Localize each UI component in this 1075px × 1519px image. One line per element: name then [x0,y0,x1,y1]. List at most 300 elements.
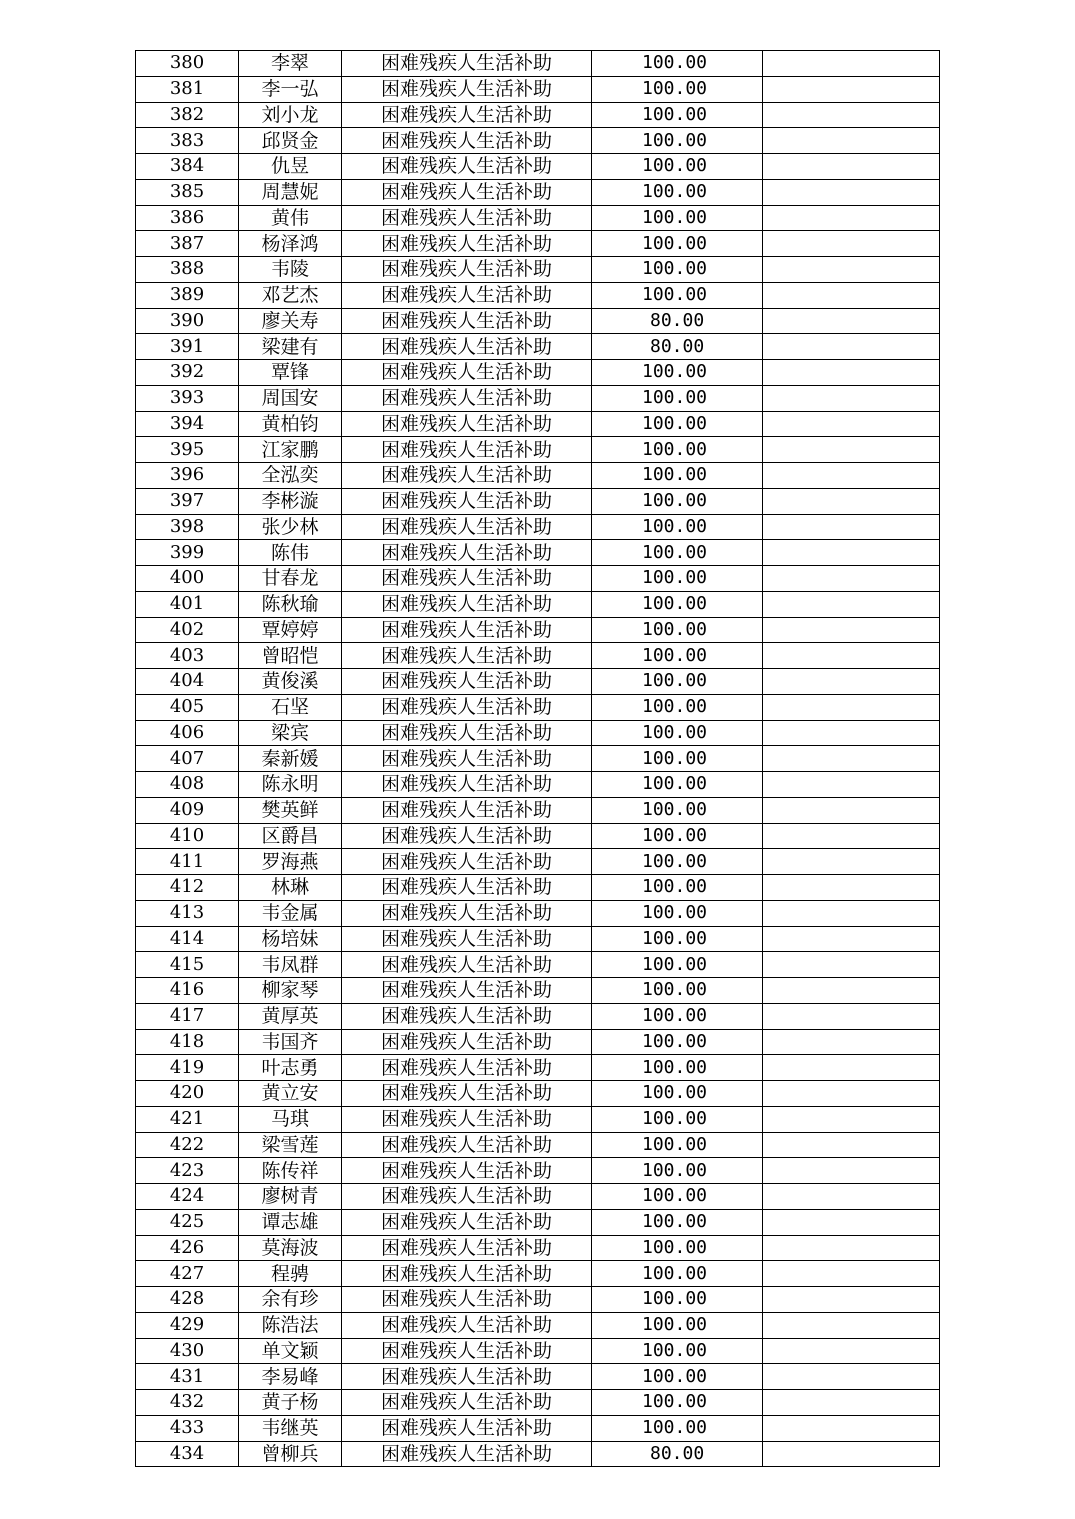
subsidy-type-cell: 困难残疾人生活补助 [342,540,592,566]
remark-cell [763,823,940,849]
table-row [136,102,940,128]
remark-cell [763,1287,940,1313]
recipient-name-cell: 李一弘 [239,76,342,102]
remark-cell [763,154,940,180]
table-row [136,1415,940,1441]
amount-cell: 100.00 [592,978,763,1004]
recipient-name-cell: 陈传祥 [239,1158,342,1184]
remark-cell [763,1029,940,1055]
serial-number-cell: 389 [136,282,239,308]
amount-cell: 100.00 [592,1209,763,1235]
remark-cell [763,463,940,489]
serial-number-cell: 400 [136,566,239,592]
recipient-name-cell: 谭志雄 [239,1209,342,1235]
amount-cell: 100.00 [592,1287,763,1313]
remark-cell [763,1132,940,1158]
amount-cell: 100.00 [592,437,763,463]
table-row [136,1106,940,1132]
amount-cell: 100.00 [592,1312,763,1338]
amount-cell: 100.00 [592,1081,763,1107]
serial-number-cell: 405 [136,694,239,720]
recipient-name-cell: 石坚 [239,694,342,720]
subsidy-type-cell: 困难残疾人生活补助 [342,385,592,411]
amount-cell: 100.00 [592,205,763,231]
table-row [136,154,940,180]
recipient-name-cell: 叶志勇 [239,1055,342,1081]
remark-cell [763,1390,940,1416]
remark-cell [763,514,940,540]
amount-cell: 100.00 [592,1235,763,1261]
amount-cell: 100.00 [592,1132,763,1158]
subsidy-type-cell: 困难残疾人生活补助 [342,488,592,514]
serial-number-cell: 388 [136,257,239,283]
amount-cell: 100.00 [592,1364,763,1390]
serial-number-cell: 417 [136,1003,239,1029]
table-row [136,643,940,669]
table-row [136,257,940,283]
amount-cell: 100.00 [592,617,763,643]
remark-cell [763,205,940,231]
remark-cell [763,1415,940,1441]
amount-cell: 80.00 [592,1441,763,1467]
table-row [136,205,940,231]
table-row [136,1081,940,1107]
subsidy-type-cell: 困难残疾人生活补助 [342,282,592,308]
subsidy-type-cell: 困难残疾人生活补助 [342,926,592,952]
serial-number-cell: 413 [136,900,239,926]
table-row [136,1364,940,1390]
remark-cell [763,231,940,257]
serial-number-cell: 396 [136,463,239,489]
table-row [136,411,940,437]
recipient-name-cell: 黄子杨 [239,1390,342,1416]
serial-number-cell: 380 [136,51,239,77]
remark-cell [763,566,940,592]
serial-number-cell: 385 [136,179,239,205]
table-row [136,540,940,566]
subsidy-roster-table [135,50,940,1467]
remark-cell [763,1261,940,1287]
recipient-name-cell: 覃婷婷 [239,617,342,643]
subsidy-type-cell: 困难残疾人生活补助 [342,720,592,746]
recipient-name-cell: 陈永明 [239,772,342,798]
table-row [136,978,940,1004]
table-row [136,900,940,926]
table-row [136,797,940,823]
recipient-name-cell: 梁雪莲 [239,1132,342,1158]
subsidy-type-cell: 困难残疾人生活补助 [342,669,592,695]
table-row [136,463,940,489]
table-row [136,1390,940,1416]
recipient-name-cell: 梁建有 [239,334,342,360]
subsidy-type-cell: 困难残疾人生活补助 [342,1081,592,1107]
recipient-name-cell: 马琪 [239,1106,342,1132]
remark-cell [763,669,940,695]
serial-number-cell: 432 [136,1390,239,1416]
serial-number-cell: 416 [136,978,239,1004]
recipient-name-cell: 柳家琴 [239,978,342,1004]
subsidy-type-cell: 困难残疾人生活补助 [342,463,592,489]
recipient-name-cell: 余有珍 [239,1287,342,1313]
table-row [136,231,940,257]
amount-cell: 100.00 [592,514,763,540]
remark-cell [763,282,940,308]
recipient-name-cell: 杨泽鸿 [239,231,342,257]
subsidy-type-cell: 困难残疾人生活补助 [342,102,592,128]
serial-number-cell: 390 [136,308,239,334]
table-row [136,566,940,592]
table-row [136,1338,940,1364]
serial-number-cell: 425 [136,1209,239,1235]
subsidy-type-cell: 困难残疾人生活补助 [342,205,592,231]
serial-number-cell: 397 [136,488,239,514]
subsidy-type-cell: 困难残疾人生活补助 [342,1441,592,1467]
table-row [136,1312,940,1338]
amount-cell: 100.00 [592,900,763,926]
subsidy-type-cell: 困难残疾人生活补助 [342,823,592,849]
subsidy-type-cell: 困难残疾人生活补助 [342,1029,592,1055]
recipient-name-cell: 樊英鲜 [239,797,342,823]
remark-cell [763,1081,940,1107]
serial-number-cell: 386 [136,205,239,231]
serial-number-cell: 418 [136,1029,239,1055]
serial-number-cell: 406 [136,720,239,746]
subsidy-type-cell: 困难残疾人生活补助 [342,1287,592,1313]
recipient-name-cell: 邱贤金 [239,128,342,154]
serial-number-cell: 409 [136,797,239,823]
recipient-name-cell: 秦新媛 [239,746,342,772]
amount-cell: 100.00 [592,1390,763,1416]
subsidy-type-cell: 困难残疾人生活补助 [342,1364,592,1390]
recipient-name-cell: 莫海波 [239,1235,342,1261]
table-row [136,1184,940,1210]
subsidy-type-cell: 困难残疾人生活补助 [342,900,592,926]
table-row [136,51,940,77]
remark-cell [763,849,940,875]
table-row [136,1235,940,1261]
recipient-name-cell: 韦继英 [239,1415,342,1441]
serial-number-cell: 410 [136,823,239,849]
remark-cell [763,1209,940,1235]
subsidy-type-cell: 困难残疾人生活补助 [342,746,592,772]
amount-cell: 100.00 [592,1158,763,1184]
table-row [136,823,940,849]
recipient-name-cell: 周国安 [239,385,342,411]
amount-cell: 100.00 [592,952,763,978]
subsidy-type-cell: 困难残疾人生活补助 [342,566,592,592]
amount-cell: 100.00 [592,746,763,772]
remark-cell [763,720,940,746]
table-row [136,617,940,643]
remark-cell [763,1441,940,1467]
serial-number-cell: 433 [136,1415,239,1441]
amount-cell: 100.00 [592,360,763,386]
recipient-name-cell: 周慧妮 [239,179,342,205]
table-row [136,488,940,514]
table-row [136,282,940,308]
remark-cell [763,128,940,154]
subsidy-type-cell: 困难残疾人生活补助 [342,772,592,798]
amount-cell: 100.00 [592,772,763,798]
serial-number-cell: 401 [136,591,239,617]
subsidy-type-cell: 困难残疾人生活补助 [342,617,592,643]
subsidy-type-cell: 困难残疾人生活补助 [342,1106,592,1132]
serial-number-cell: 387 [136,231,239,257]
remark-cell [763,875,940,901]
remark-cell [763,746,940,772]
remark-cell [763,102,940,128]
remark-cell [763,591,940,617]
remark-cell [763,360,940,386]
amount-cell: 100.00 [592,1338,763,1364]
recipient-name-cell: 江家鹏 [239,437,342,463]
serial-number-cell: 402 [136,617,239,643]
recipient-name-cell: 陈浩法 [239,1312,342,1338]
subsidy-type-cell: 困难残疾人生活补助 [342,797,592,823]
subsidy-type-cell: 困难残疾人生活补助 [342,1235,592,1261]
serial-number-cell: 431 [136,1364,239,1390]
amount-cell: 100.00 [592,591,763,617]
recipient-name-cell: 廖树青 [239,1184,342,1210]
subsidy-type-cell: 困难残疾人生活补助 [342,643,592,669]
amount-cell: 100.00 [592,849,763,875]
amount-cell: 100.00 [592,643,763,669]
serial-number-cell: 403 [136,643,239,669]
remark-cell [763,1055,940,1081]
recipient-name-cell: 林琳 [239,875,342,901]
serial-number-cell: 384 [136,154,239,180]
subsidy-type-cell: 困难残疾人生活补助 [342,514,592,540]
recipient-name-cell: 陈伟 [239,540,342,566]
subsidy-type-cell: 困难残疾人生活补助 [342,51,592,77]
recipient-name-cell: 黄柏钧 [239,411,342,437]
table-row [136,952,940,978]
serial-number-cell: 426 [136,1235,239,1261]
subsidy-type-cell: 困难残疾人生活补助 [342,1390,592,1416]
serial-number-cell: 407 [136,746,239,772]
serial-number-cell: 422 [136,1132,239,1158]
amount-cell: 100.00 [592,1415,763,1441]
table-row [136,926,940,952]
recipient-name-cell: 黄俊溪 [239,669,342,695]
serial-number-cell: 423 [136,1158,239,1184]
amount-cell: 100.00 [592,102,763,128]
subsidy-type-cell: 困难残疾人生活补助 [342,1055,592,1081]
table-row [136,1261,940,1287]
subsidy-type-cell: 困难残疾人生活补助 [342,360,592,386]
serial-number-cell: 404 [136,669,239,695]
subsidy-type-cell: 困难残疾人生活补助 [342,849,592,875]
subsidy-type-cell: 困难残疾人生活补助 [342,1003,592,1029]
recipient-name-cell: 仇昱 [239,154,342,180]
serial-number-cell: 391 [136,334,239,360]
table-row [136,1209,940,1235]
remark-cell [763,308,940,334]
remark-cell [763,643,940,669]
table-row [136,591,940,617]
remark-cell [763,978,940,1004]
table-row [136,1132,940,1158]
amount-cell: 100.00 [592,566,763,592]
amount-cell: 100.00 [592,1055,763,1081]
recipient-name-cell: 梁宾 [239,720,342,746]
subsidy-type-cell: 困难残疾人生活补助 [342,1184,592,1210]
subsidy-type-cell: 困难残疾人生活补助 [342,1261,592,1287]
amount-cell: 100.00 [592,282,763,308]
serial-number-cell: 411 [136,849,239,875]
recipient-name-cell: 黄伟 [239,205,342,231]
amount-cell: 100.00 [592,720,763,746]
amount-cell: 100.00 [592,231,763,257]
subsidy-type-cell: 困难残疾人生活补助 [342,179,592,205]
remark-cell [763,411,940,437]
subsidy-type-cell: 困难残疾人生活补助 [342,978,592,1004]
amount-cell: 100.00 [592,1029,763,1055]
table-row [136,334,940,360]
recipient-name-cell: 黄厚英 [239,1003,342,1029]
subsidy-type-cell: 困难残疾人生活补助 [342,1158,592,1184]
remark-cell [763,385,940,411]
remark-cell [763,1235,940,1261]
serial-number-cell: 427 [136,1261,239,1287]
amount-cell: 100.00 [592,463,763,489]
subsidy-type-cell: 困难残疾人生活补助 [342,1209,592,1235]
table-row [136,875,940,901]
amount-cell: 100.00 [592,385,763,411]
remark-cell [763,772,940,798]
table-row [136,360,940,386]
roster-body [136,51,940,1467]
serial-number-cell: 394 [136,411,239,437]
serial-number-cell: 395 [136,437,239,463]
serial-number-cell: 428 [136,1287,239,1313]
recipient-name-cell: 张少林 [239,514,342,540]
remark-cell [763,51,940,77]
recipient-name-cell: 韦陵 [239,257,342,283]
remark-cell [763,437,940,463]
table-row [136,669,940,695]
table-row [136,385,940,411]
serial-number-cell: 429 [136,1312,239,1338]
serial-number-cell: 383 [136,128,239,154]
remark-cell [763,900,940,926]
table-row [136,1441,940,1467]
remark-cell [763,1106,940,1132]
recipient-name-cell: 杨培妹 [239,926,342,952]
subsidy-type-cell: 困难残疾人生活补助 [342,154,592,180]
recipient-name-cell: 区爵昌 [239,823,342,849]
table-row [136,772,940,798]
amount-cell: 100.00 [592,669,763,695]
serial-number-cell: 421 [136,1106,239,1132]
table-row [136,437,940,463]
recipient-name-cell: 韦国齐 [239,1029,342,1055]
serial-number-cell: 398 [136,514,239,540]
recipient-name-cell: 曾柳兵 [239,1441,342,1467]
recipient-name-cell: 廖关寿 [239,308,342,334]
recipient-name-cell: 罗海燕 [239,849,342,875]
serial-number-cell: 381 [136,76,239,102]
table-row [136,1287,940,1313]
amount-cell: 100.00 [592,1003,763,1029]
table-row [136,720,940,746]
remark-cell [763,334,940,360]
serial-number-cell: 434 [136,1441,239,1467]
remark-cell [763,952,940,978]
table-row [136,849,940,875]
subsidy-type-cell: 困难残疾人生活补助 [342,308,592,334]
serial-number-cell: 420 [136,1081,239,1107]
remark-cell [763,76,940,102]
subsidy-type-cell: 困难残疾人生活补助 [342,437,592,463]
amount-cell: 100.00 [592,76,763,102]
amount-cell: 100.00 [592,411,763,437]
serial-number-cell: 408 [136,772,239,798]
serial-number-cell: 412 [136,875,239,901]
amount-cell: 100.00 [592,694,763,720]
recipient-name-cell: 李翠 [239,51,342,77]
serial-number-cell: 393 [136,385,239,411]
table-row [136,308,940,334]
recipient-name-cell: 韦凤群 [239,952,342,978]
recipient-name-cell: 程骋 [239,1261,342,1287]
subsidy-type-cell: 困难残疾人生活补助 [342,875,592,901]
serial-number-cell: 419 [136,1055,239,1081]
amount-cell: 100.00 [592,540,763,566]
amount-cell: 100.00 [592,926,763,952]
amount-cell: 100.00 [592,179,763,205]
remark-cell [763,797,940,823]
remark-cell [763,694,940,720]
recipient-name-cell: 甘春龙 [239,566,342,592]
remark-cell [763,1364,940,1390]
recipient-name-cell: 李易峰 [239,1364,342,1390]
amount-cell: 100.00 [592,488,763,514]
serial-number-cell: 399 [136,540,239,566]
subsidy-type-cell: 困难残疾人生活补助 [342,1415,592,1441]
amount-cell: 100.00 [592,1184,763,1210]
subsidy-type-cell: 困难残疾人生活补助 [342,1312,592,1338]
subsidy-type-cell: 困难残疾人生活补助 [342,334,592,360]
recipient-name-cell: 黄立安 [239,1081,342,1107]
table-row [136,179,940,205]
serial-number-cell: 392 [136,360,239,386]
subsidy-type-cell: 困难残疾人生活补助 [342,231,592,257]
amount-cell: 100.00 [592,128,763,154]
amount-cell: 100.00 [592,1106,763,1132]
subsidy-type-cell: 困难残疾人生活补助 [342,1338,592,1364]
subsidy-type-cell: 困难残疾人生活补助 [342,1132,592,1158]
serial-number-cell: 430 [136,1338,239,1364]
remark-cell [763,926,940,952]
remark-cell [763,1338,940,1364]
remark-cell [763,1003,940,1029]
recipient-name-cell: 曾昭恺 [239,643,342,669]
recipient-name-cell: 邓艺杰 [239,282,342,308]
serial-number-cell: 415 [136,952,239,978]
amount-cell: 100.00 [592,797,763,823]
amount-cell: 100.00 [592,1261,763,1287]
serial-number-cell: 414 [136,926,239,952]
recipient-name-cell: 刘小龙 [239,102,342,128]
serial-number-cell: 382 [136,102,239,128]
subsidy-type-cell: 困难残疾人生活补助 [342,411,592,437]
amount-cell: 100.00 [592,875,763,901]
table-row [136,128,940,154]
remark-cell [763,617,940,643]
remark-cell [763,540,940,566]
serial-number-cell: 424 [136,1184,239,1210]
